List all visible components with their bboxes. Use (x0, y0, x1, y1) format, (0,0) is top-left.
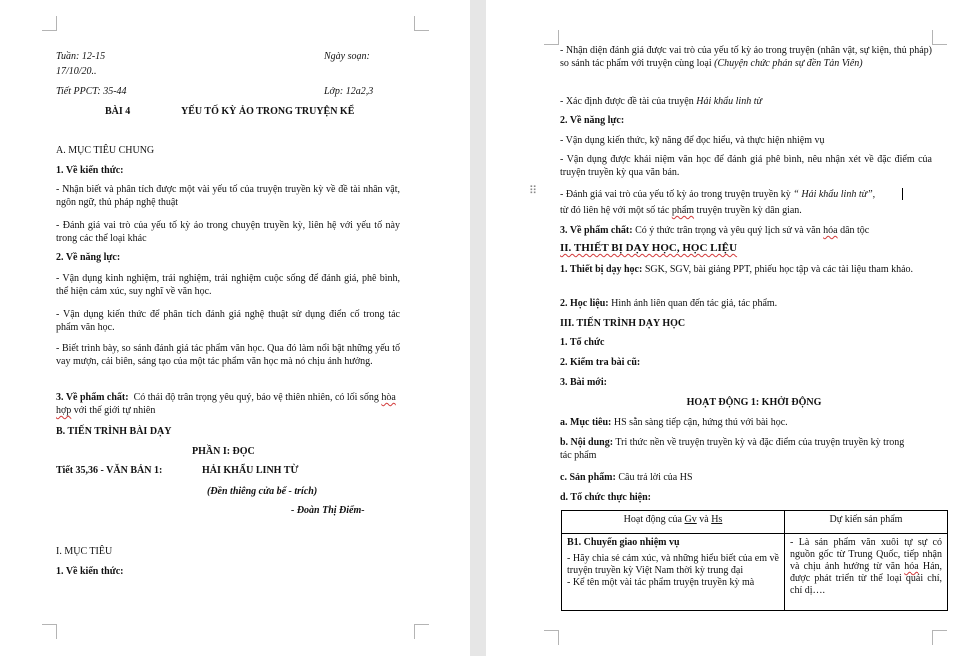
paragraph: - Vận dụng được khái niệm văn học để đánh giá phê bình, nêu nhận xét về đặc điểm của truyện truyền kỳ qua văn bản. (560, 154, 932, 178)
paragraph (560, 188, 875, 201)
subheading: 2. Về năng lực: (56, 252, 121, 263)
header-text: Hs (711, 514, 723, 525)
spellcheck-word: hóa (823, 225, 838, 236)
paragraph: - Biết trình bày, so sánh đánh giá tác phẩm văn học. Qua đó làm nổi bật những yếu tố vay mượn, cải biên, sáng tạo của một tác phẩm văn học mà nó chịu ảnh hưởng. (56, 343, 400, 367)
text-subtitle: (Đền thiêng cửa bể - trích) (207, 486, 318, 497)
text-run: (Chuyện chức phán sự đền Tản Viên) (714, 58, 863, 69)
lesson-title: YẾU TỐ KỲ ẢO TRONG TRUYỆN KỂ (181, 106, 355, 117)
subheading: 2. Học liệu: (560, 298, 609, 309)
paragraph (560, 224, 869, 237)
subheading: a. Mục tiêu: (560, 417, 612, 428)
text-cursor (902, 188, 903, 200)
table-row (562, 534, 948, 611)
paragraph: - Vận dụng kiến thức để phân tích đánh giá nghệ thuật sử dụng điển cố trong tác phẩm văn học. (56, 309, 400, 333)
text-run: truyện truyền kỳ dân gian. (696, 205, 802, 216)
subheading: 2. Về năng lực: (560, 115, 625, 126)
drag-handle-icon[interactable]: ⠿ (529, 184, 539, 197)
paragraph: - Vận dụng kinh nghiệm, trải nghiệm, trải nghiệm cuộc sống để đánh giá, phê bình, thể hiện cảm xúc, suy nghĩ về văn học. (56, 273, 400, 297)
paragraph (560, 204, 802, 217)
paragraph: - Đánh giá vai trò của yếu tố kỳ ảo trong chuyện truyền kỳ, liên hệ với yếu tố này trong các thể loại khác (56, 220, 400, 244)
period-heading: Tiết 35,36 - VĂN BẢN 1: (56, 465, 163, 476)
subheading: 3. Bài mới: (560, 377, 607, 388)
subheading: d. Tổ chức thực hiện: (560, 492, 651, 503)
crop-mark (932, 630, 947, 645)
week-label: Tuần: 12-15 (56, 51, 106, 62)
text-run: - Đánh giá vai trò của yếu tố kỳ ảo trong truyện truyền kỳ (560, 189, 791, 200)
table-header-row (562, 511, 948, 534)
paragraph (560, 44, 932, 70)
crop-mark (932, 30, 947, 45)
paragraph (560, 471, 693, 484)
text-run: SGK, SGV, bài giảng PPT, phiếu học tập và các tài liệu tham khảo. (644, 264, 914, 275)
paragraph (560, 416, 788, 429)
subheading: 1. Về kiến thức: (56, 165, 124, 176)
date-value: 17/10/20.. (56, 66, 97, 77)
paragraph (560, 263, 932, 276)
subheading: 1. Thiết bị dạy học: (560, 264, 643, 275)
text-run: Hải khẩu linh từ (696, 96, 762, 107)
subheading: c. Sản phẩm: (560, 472, 616, 483)
paragraph: - Nhận biết và phân tích được một vài yếu tố của truyện truyền kỳ về đề tài nhân vật, ngôn ngữ, thủ pháp nghệ thuật (56, 184, 400, 208)
paragraph (56, 391, 400, 417)
table-header-cell (562, 511, 785, 534)
activity-heading: HOẠT ĐỘNG 1: KHỞI ĐỘNG (686, 397, 822, 408)
crop-mark (544, 30, 559, 45)
text-title: HẢI KHẨU LINH TỪ (202, 465, 299, 476)
crop-mark (544, 630, 559, 645)
header-text: Hoạt động của (623, 514, 682, 525)
table-header-cell: Dự kiến sản phẩm (785, 511, 948, 534)
crop-mark (414, 624, 429, 639)
subheading: 3. Về phẩm chất: (56, 392, 129, 403)
task-text: - Hãy chia sẻ cảm xúc, và những hiểu biết của em về truyện truyền kỳ Việt Nam thời kỳ trung đại (567, 553, 779, 576)
text-run: Tri thức nền về truyện truyền kỳ và đặc điểm của truyện truyền kỳ trong tác phẩm (560, 437, 905, 461)
step-heading: B1. Chuyển giao nhiệm vụ (567, 537, 680, 548)
text-run: - Xác định được đề tài của truyện (560, 96, 694, 107)
table-cell (562, 534, 785, 611)
text-run: HS sẵn sàng tiếp cận, hứng thú với bài học. (613, 417, 788, 428)
table-cell (785, 534, 948, 611)
section-heading: I. MỤC TIÊU (56, 546, 113, 557)
subheading: b. Nội dung: (560, 437, 614, 448)
text-run: Có ý thức trân trọng và yêu quý lịch sử và văn (635, 225, 821, 236)
header-text: Gv (684, 514, 697, 525)
text-run: Câu trả lời của HS (618, 472, 693, 483)
lesson-number: BÀI 4 (105, 106, 131, 117)
subheading: 3. Về phẩm chất: (560, 225, 633, 236)
subheading: 1. Tổ chức (560, 337, 605, 348)
text-run: Hình ảnh liên quan đến tác giả, tác phẩm. (611, 298, 778, 309)
spellcheck-word: hóa (904, 561, 919, 572)
paragraph (560, 95, 762, 108)
document-page-1 (0, 0, 470, 656)
section-heading: A. MỤC TIÊU CHUNG (56, 145, 155, 156)
paragraph (560, 436, 910, 462)
section-heading: II. THIẾT BỊ DẠY HỌC, HỌC LIỆU (560, 242, 738, 254)
class-label: Lớp: 12a2,3 (324, 86, 374, 97)
subheading: 2. Kiểm tra bài cũ: (560, 357, 641, 368)
date-prepared-label: Ngày soạn: (324, 51, 370, 62)
section-heading: III. TIẾN TRÌNH DẠY HỌC (560, 318, 686, 329)
text-run: với thế giới tự nhiên (73, 405, 156, 416)
spellcheck-word: hòa hợp (56, 392, 396, 416)
answer-text: - Là sản phẩm văn xuôi tự sự có nguồn gốc từ Trung Quốc, tiếp nhận và chịu ảnh hưởng từ văn (790, 537, 942, 572)
text-run: - Nhận diện đánh giá được vai trò của yếu tố kỳ ảo trong truyện (nhân vật, sự kiện, thủ pháp) so sánh tác phẩm với truyện cùng loại (560, 45, 932, 69)
text-run: “ Hải khẩu linh từ”, (793, 189, 876, 200)
section-heading: B. TIẾN TRÌNH BÀI DẠY (56, 426, 172, 437)
crop-mark (414, 16, 429, 31)
period-label: Tiết PPCT: 35-44 (56, 86, 127, 97)
paragraph (560, 297, 777, 310)
answer-text: Hán, được phát triển từ thể loại quái chí, chí dị…. (790, 561, 943, 596)
text-run: Có thái độ trân trọng yêu quý, bảo vệ thiên nhiên, có lối sống (133, 392, 379, 403)
task-text: - Kể tên một vài tác phẩm truyện truyền kỳ mà (567, 577, 755, 588)
crop-mark (42, 16, 57, 31)
paragraph: - Vận dụng kiến thức, kỹ năng để đọc hiểu, và thực hiện nhiệm vụ (560, 135, 825, 146)
author: - Đoàn Thị Điểm- (291, 505, 365, 516)
spellcheck-word: phẩm (671, 205, 695, 216)
header-text: và (699, 514, 709, 525)
text-run: từ đó liên hệ với một số tác (560, 205, 670, 216)
activity-table (561, 510, 948, 611)
crop-mark (42, 624, 57, 639)
text-run: dân tộc (840, 225, 870, 236)
part-heading: PHẦN I: ĐỌC (192, 446, 255, 457)
subheading: 1. Về kiến thức: (56, 566, 124, 577)
